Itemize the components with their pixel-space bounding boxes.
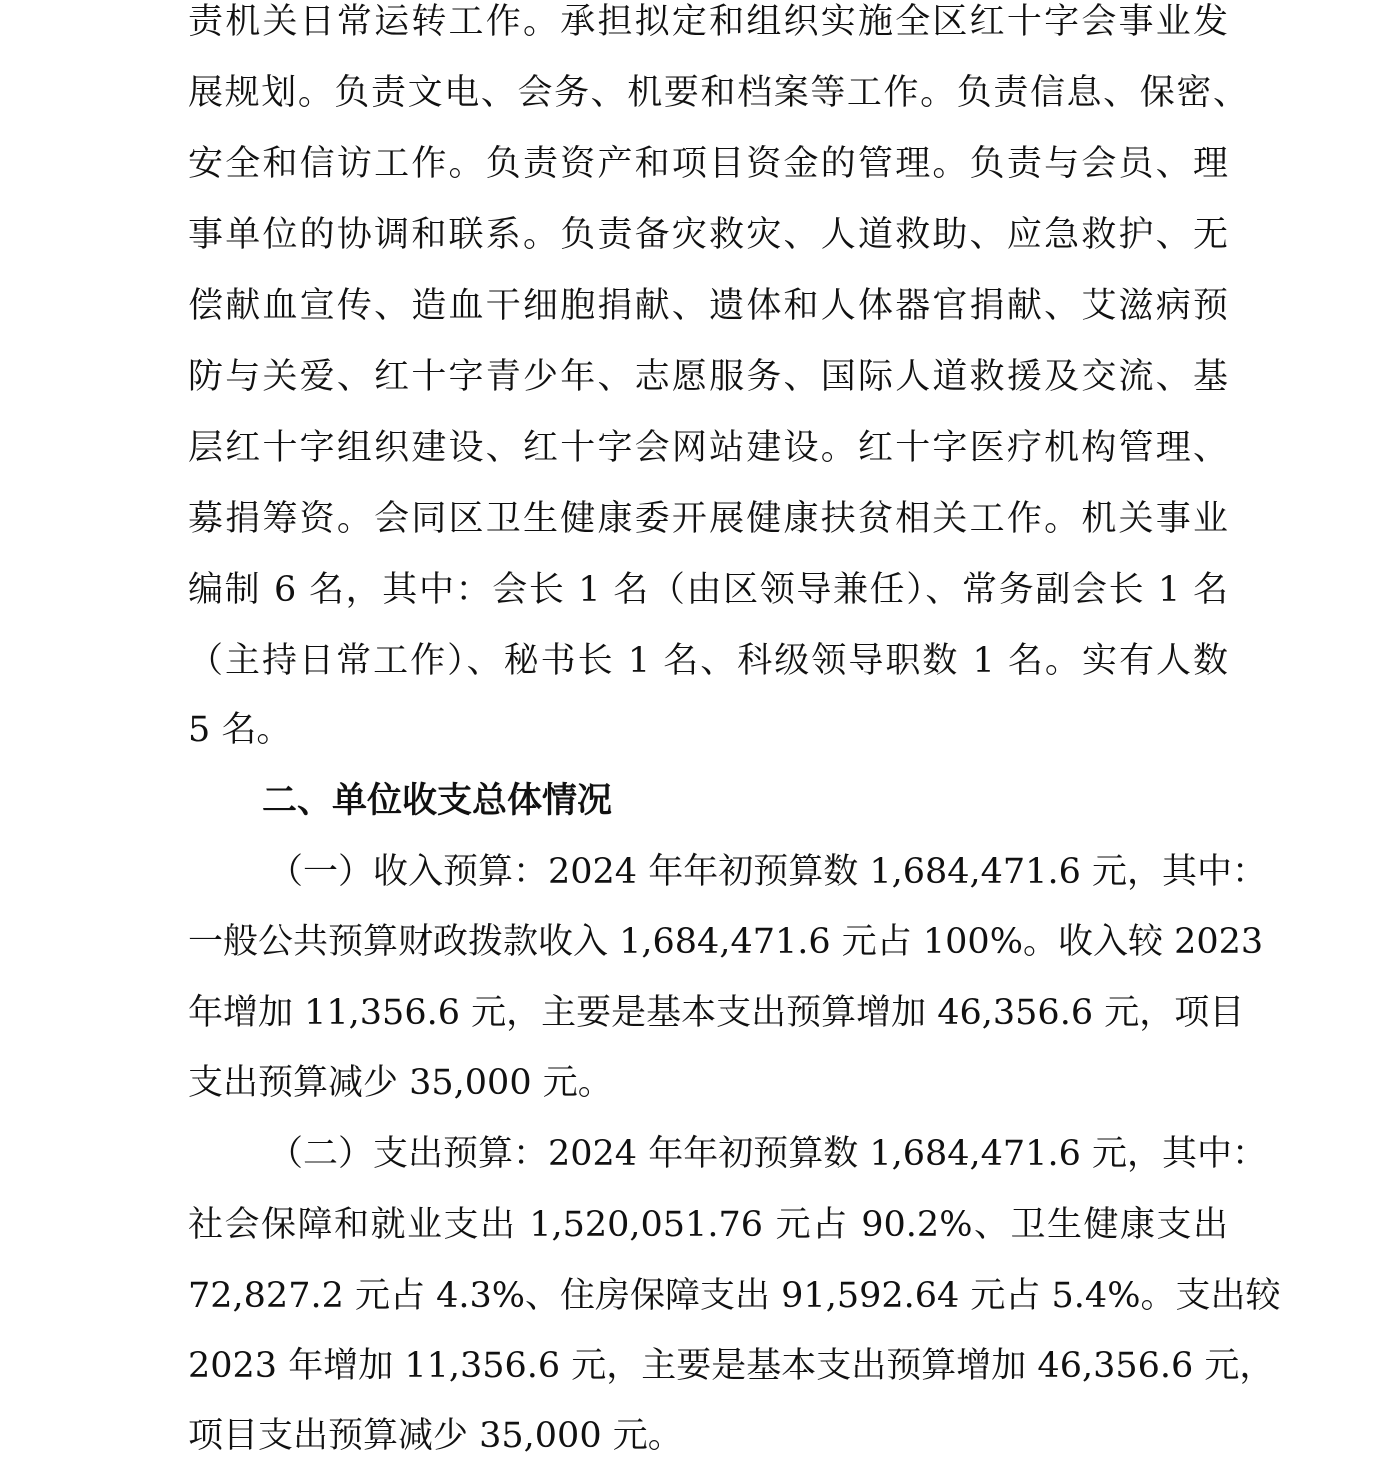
text-line: 5 名。 [188,710,292,750]
text-line: 展规划。负责文电、会务、机要和档案等工作。负责信息、保密、 [188,73,1248,113]
text-line: 偿献血宣传、造血干细胞捐献、遗体和人体器官捐献、艾滋病预 [188,286,1228,326]
text-line: 防与关爱、红十字青少年、志愿服务、国际人道救援及交流、基 [188,357,1228,397]
text-line: 安全和信访工作。负责资产和项目资金的管理。负责与会员、理 [188,144,1228,184]
text-line: （二）支出预算：2024 年年初预算数 1,684,471.6 元，其中： [268,1134,1267,1174]
text-line: 项目支出预算减少 35,000 元。 [188,1416,683,1456]
text-line: 72,827.2 元占 4.3%、住房保障支出 91,592.64 元占 5.4%。支出较 [188,1276,1281,1316]
text-line: 编制 6 名，其中：会长 1 名（由区领导兼任）、常务副会长 1 名 [188,570,1228,610]
text-line: 层红十字组织建设、红十字会网站建设。红十字医疗机构管理、 [188,428,1228,468]
text-line: 责机关日常运转工作。承担拟定和组织实施全区红十字会事业发 [188,2,1228,42]
text-line: 2023 年增加 11,356.6 元，主要是基本支出预算增加 46,356.6 元， [188,1346,1275,1386]
text-line: 社会保障和就业支出 1,520,051.76 元占 90.2%、卫生健康支出 [188,1205,1228,1245]
text-line: （一）收入预算：2024 年年初预算数 1,684,471.6 元，其中： [268,852,1267,892]
text-line: 事单位的协调和联系。负责备灾救灾、人道救助、应急救护、无 [188,215,1228,255]
text-line: 一般公共预算财政拨款收入 1,684,471.6 元占 100%。收入较 2023 [188,922,1264,962]
section-heading: 二、单位收支总体情况 [262,781,613,821]
text-line: 支出预算减少 35,000 元。 [188,1063,613,1103]
text-line: 年增加 11,356.6 元，主要是基本支出预算增加 46,356.6 元，项目 [188,993,1245,1033]
text-line: 募捐筹资。会同区卫生健康委开展健康扶贫相关工作。机关事业 [188,499,1228,539]
text-line: （主持日常工作）、秘书长 1 名、科级领导职数 1 名。实有人数 [188,641,1228,681]
